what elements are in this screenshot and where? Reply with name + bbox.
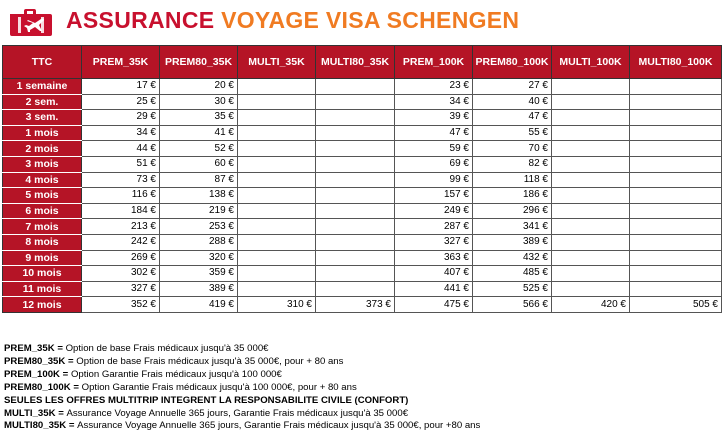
- row-label: 5 mois: [3, 188, 82, 204]
- price-cell: 219 €: [160, 203, 238, 219]
- price-cell: 55 €: [473, 125, 552, 141]
- price-cell: [238, 141, 316, 157]
- table-row: [3, 203, 722, 219]
- price-cell: [238, 94, 316, 110]
- price-cell: 320 €: [160, 250, 238, 266]
- price-cell: [630, 125, 722, 141]
- price-cell: 288 €: [160, 234, 238, 250]
- price-cell: 359 €: [160, 266, 238, 282]
- column-header: MULTI80_100K: [630, 46, 722, 79]
- price-cell: 34 €: [395, 94, 473, 110]
- price-cell: 419 €: [160, 297, 238, 313]
- price-cell: 23 €: [395, 79, 473, 95]
- note-text: Assurance Voyage Annuelle 365 jours, Garantie Frais médicaux jusqu'à 35 000€, pour +80 ans: [77, 420, 481, 432]
- row-label: 8 mois: [3, 234, 82, 250]
- note-text: Option Garantie Frais médicaux jusqu'à 100 000€, pour + 80 ans: [81, 381, 357, 393]
- price-cell: 475 €: [395, 297, 473, 313]
- price-cell: 327 €: [82, 281, 160, 297]
- price-cell: 70 €: [473, 141, 552, 157]
- price-cell: 566 €: [473, 297, 552, 313]
- price-cell: [630, 94, 722, 110]
- note-separator: =: [65, 355, 77, 367]
- price-cell: 363 €: [395, 250, 473, 266]
- price-cell: 17 €: [82, 79, 160, 95]
- price-cell: 35 €: [160, 110, 238, 126]
- price-cell: [630, 234, 722, 250]
- row-label: 1 mois: [3, 125, 82, 141]
- row-label: 1 semaine: [3, 79, 82, 95]
- price-cell: 296 €: [473, 203, 552, 219]
- price-cell: [630, 188, 722, 204]
- price-cell: 51 €: [82, 156, 160, 172]
- note-line: [4, 382, 480, 395]
- note-separator: =: [55, 407, 67, 419]
- price-cell: [552, 125, 630, 141]
- price-cell: [238, 266, 316, 282]
- price-cell: [552, 188, 630, 204]
- table-body: [3, 79, 722, 313]
- suitcase-airplane-icon: [8, 6, 56, 38]
- price-cell: 138 €: [160, 188, 238, 204]
- note-separator: =: [66, 420, 78, 432]
- price-cell: [630, 250, 722, 266]
- price-cell: 60 €: [160, 156, 238, 172]
- price-cell: [630, 172, 722, 188]
- price-cell: [238, 156, 316, 172]
- note-line: [4, 356, 480, 369]
- price-cell: [552, 250, 630, 266]
- note-key: PREM80_35K: [4, 355, 66, 367]
- price-cell: [552, 266, 630, 282]
- title-part-red: ASSURANCE: [66, 7, 222, 33]
- title-part-orange: VOYAGE VISA SCHENGEN: [221, 7, 520, 33]
- price-cell: [238, 110, 316, 126]
- note-separator: =: [60, 368, 71, 380]
- column-header: MULTI80_35K: [316, 46, 395, 79]
- table-row: [3, 234, 722, 250]
- row-label: 7 mois: [3, 219, 82, 235]
- price-cell: [552, 79, 630, 95]
- price-cell: [238, 281, 316, 297]
- price-cell: 249 €: [395, 203, 473, 219]
- table-row: [3, 172, 722, 188]
- price-cell: 302 €: [82, 266, 160, 282]
- price-cell: [552, 234, 630, 250]
- price-cell: 184 €: [82, 203, 160, 219]
- price-cell: 99 €: [395, 172, 473, 188]
- table-header-row: [3, 46, 722, 79]
- column-header: TTC: [3, 46, 82, 79]
- price-cell: [238, 250, 316, 266]
- price-cell: [316, 219, 395, 235]
- price-cell: [238, 219, 316, 235]
- price-cell: 242 €: [82, 234, 160, 250]
- price-cell: 30 €: [160, 94, 238, 110]
- price-cell: [316, 156, 395, 172]
- price-cell: 41 €: [160, 125, 238, 141]
- price-cell: 116 €: [82, 188, 160, 204]
- price-cell: 327 €: [395, 234, 473, 250]
- price-cell: 44 €: [82, 141, 160, 157]
- note-line: [4, 408, 480, 421]
- page-title: [66, 7, 519, 34]
- price-cell: [552, 110, 630, 126]
- column-header: PREM80_100K: [473, 46, 552, 79]
- price-cell: 87 €: [160, 172, 238, 188]
- table-row: [3, 281, 722, 297]
- table-row: [3, 141, 722, 157]
- price-cell: 34 €: [82, 125, 160, 141]
- price-cell: [316, 94, 395, 110]
- note-separator: =: [54, 343, 66, 354]
- note-line: [4, 369, 480, 382]
- price-cell: [316, 172, 395, 188]
- price-cell: [552, 281, 630, 297]
- price-cell: 420 €: [552, 297, 630, 313]
- row-label: 4 mois: [3, 172, 82, 188]
- price-cell: 253 €: [160, 219, 238, 235]
- price-cell: [238, 125, 316, 141]
- price-cell: [630, 141, 722, 157]
- pricing-table: [2, 45, 722, 313]
- price-cell: [630, 266, 722, 282]
- column-header: PREM80_35K: [160, 46, 238, 79]
- note-key: SEULES LES OFFRES MULTITRIP INTEGRENT LA RESPONSABILITE CIVILE (CONFORT): [4, 394, 409, 406]
- note-key: MULTI80_35K: [4, 420, 67, 432]
- price-cell: 20 €: [160, 79, 238, 95]
- price-cell: 287 €: [395, 219, 473, 235]
- table-row: [3, 125, 722, 141]
- price-cell: [552, 141, 630, 157]
- price-cell: 432 €: [473, 250, 552, 266]
- note-key: PREM80_100K: [4, 381, 71, 393]
- price-cell: 352 €: [82, 297, 160, 313]
- price-cell: [316, 79, 395, 95]
- note-text: Option Garantie Frais médicaux jusqu'à 100 000€: [70, 368, 282, 380]
- note-line: [4, 420, 480, 433]
- price-cell: [238, 79, 316, 95]
- price-cell: 47 €: [395, 125, 473, 141]
- price-cell: [630, 203, 722, 219]
- price-cell: [238, 172, 316, 188]
- price-cell: [238, 234, 316, 250]
- price-cell: [316, 110, 395, 126]
- note-key: PREM_35K: [4, 343, 55, 354]
- price-cell: 269 €: [82, 250, 160, 266]
- price-cell: 389 €: [473, 234, 552, 250]
- price-cell: [552, 203, 630, 219]
- price-cell: [238, 188, 316, 204]
- price-cell: 157 €: [395, 188, 473, 204]
- table-row: [3, 297, 722, 313]
- price-cell: 310 €: [238, 297, 316, 313]
- row-label: 12 mois: [3, 297, 82, 313]
- page-header: [0, 0, 723, 44]
- price-cell: [316, 266, 395, 282]
- price-cell: [316, 141, 395, 157]
- price-cell: 73 €: [82, 172, 160, 188]
- price-cell: [630, 219, 722, 235]
- price-cell: [630, 79, 722, 95]
- row-label: 3 sem.: [3, 110, 82, 126]
- note-key: MULTI_35K: [4, 407, 56, 419]
- price-cell: 47 €: [473, 110, 552, 126]
- price-cell: 373 €: [316, 297, 395, 313]
- price-cell: [316, 250, 395, 266]
- note-text: Option de base Frais médicaux jusqu'à 35 000€: [65, 343, 269, 354]
- column-header: PREM_35K: [82, 46, 160, 79]
- table-row: [3, 250, 722, 266]
- price-cell: 505 €: [630, 297, 722, 313]
- note-line: [4, 343, 480, 356]
- price-cell: [316, 281, 395, 297]
- price-cell: 525 €: [473, 281, 552, 297]
- row-label: 11 mois: [3, 281, 82, 297]
- price-cell: 59 €: [395, 141, 473, 157]
- row-label: 6 mois: [3, 203, 82, 219]
- table-row: [3, 79, 722, 95]
- column-header: PREM_100K: [395, 46, 473, 79]
- row-label: 10 mois: [3, 266, 82, 282]
- price-cell: [316, 188, 395, 204]
- note-separator: =: [70, 381, 82, 393]
- price-cell: 52 €: [160, 141, 238, 157]
- price-cell: [316, 203, 395, 219]
- price-cell: 69 €: [395, 156, 473, 172]
- table-row: [3, 110, 722, 126]
- price-cell: [238, 203, 316, 219]
- price-cell: 29 €: [82, 110, 160, 126]
- column-header: MULTI_100K: [552, 46, 630, 79]
- row-label: 2 mois: [3, 141, 82, 157]
- legend-notes: [4, 343, 480, 433]
- price-cell: 39 €: [395, 110, 473, 126]
- note-key: PREM_100K: [4, 368, 60, 380]
- price-cell: 213 €: [82, 219, 160, 235]
- price-cell: 25 €: [82, 94, 160, 110]
- note-text: Assurance Voyage Annuelle 365 jours, Garantie Frais médicaux jusqu'à 35 000€: [66, 407, 409, 419]
- price-cell: 389 €: [160, 281, 238, 297]
- table-row: [3, 94, 722, 110]
- price-cell: 118 €: [473, 172, 552, 188]
- price-cell: [552, 94, 630, 110]
- price-cell: 441 €: [395, 281, 473, 297]
- row-label: 3 mois: [3, 156, 82, 172]
- price-cell: [552, 219, 630, 235]
- price-cell: [552, 172, 630, 188]
- row-label: 9 mois: [3, 250, 82, 266]
- price-cell: 40 €: [473, 94, 552, 110]
- price-cell: [630, 156, 722, 172]
- price-cell: [316, 234, 395, 250]
- price-cell: 407 €: [395, 266, 473, 282]
- price-cell: 485 €: [473, 266, 552, 282]
- table-row: [3, 188, 722, 204]
- table-row: [3, 156, 722, 172]
- price-cell: [316, 125, 395, 141]
- price-cell: [630, 281, 722, 297]
- column-header: MULTI_35K: [238, 46, 316, 79]
- note-text: Option de base Frais médicaux jusqu'à 35 000€, pour + 80 ans: [76, 355, 344, 367]
- price-cell: 186 €: [473, 188, 552, 204]
- price-cell: 27 €: [473, 79, 552, 95]
- note-line: [4, 395, 480, 408]
- price-cell: 82 €: [473, 156, 552, 172]
- table-row: [3, 219, 722, 235]
- table-row: [3, 266, 722, 282]
- price-cell: 341 €: [473, 219, 552, 235]
- row-label: 2 sem.: [3, 94, 82, 110]
- price-cell: [630, 110, 722, 126]
- price-cell: [552, 156, 630, 172]
